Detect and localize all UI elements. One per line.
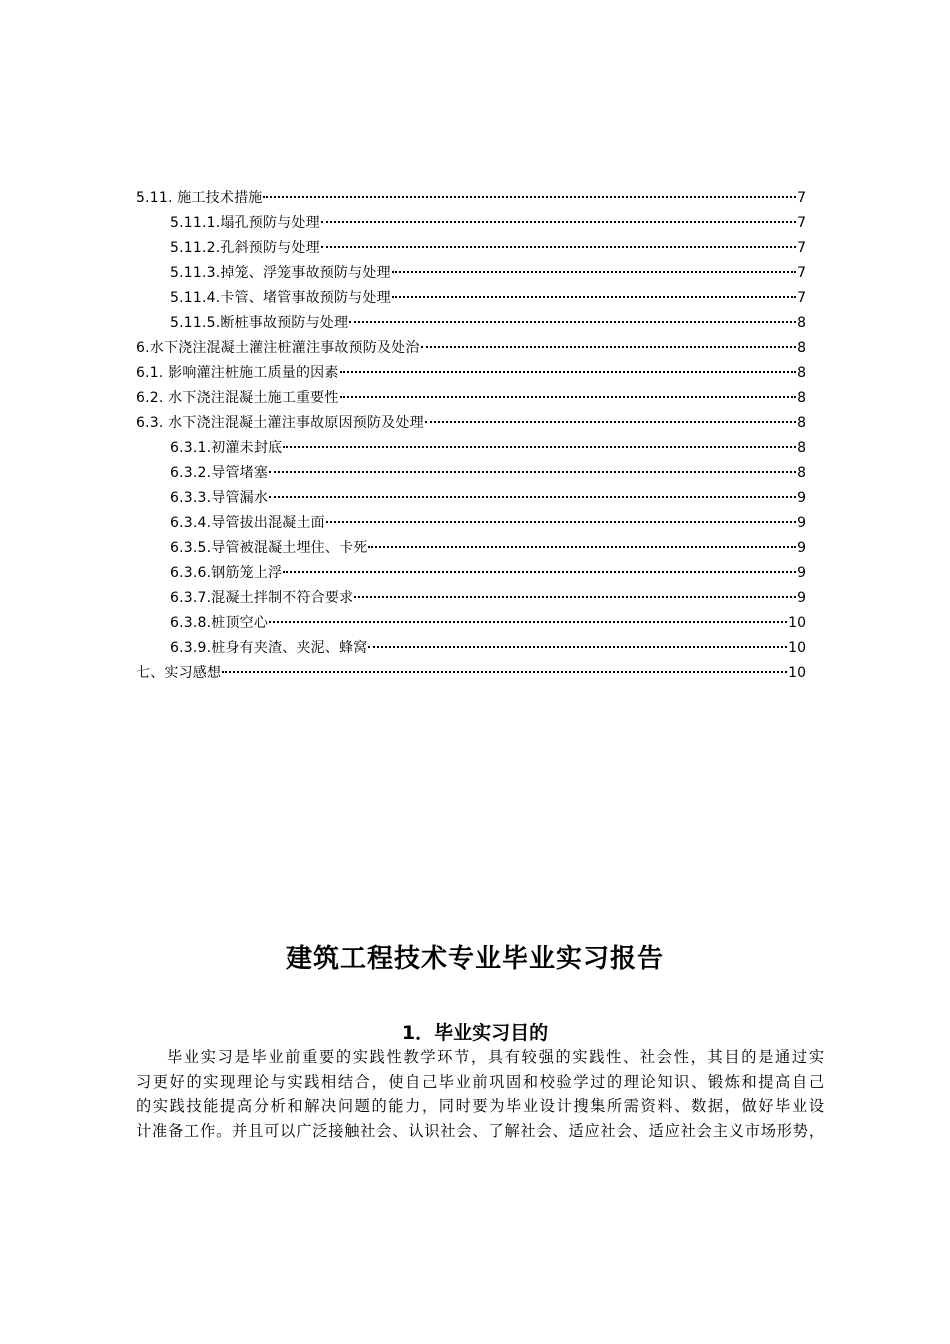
toc-page-number: 8: [797, 315, 806, 331]
toc-entry-title: 6.水下浇注混凝土灌注桩灌注事故预防及处治: [136, 340, 420, 356]
toc-entry-title: 七、实习感想: [136, 665, 222, 681]
toc-entry[interactable]: [136, 488, 806, 513]
toc-entry-title: 5.11.2.孔斜预防与处理: [170, 240, 320, 256]
toc-entry-title: 6.3. 水下浇注混凝土灌注事故原因预防及处理: [136, 415, 424, 431]
toc-entry[interactable]: [136, 263, 806, 288]
toc-entry[interactable]: [136, 513, 806, 538]
toc-page-number: 10: [788, 615, 806, 631]
toc-entry[interactable]: [136, 438, 806, 463]
toc-dot-leader: [392, 261, 796, 273]
paragraph-line: 习更好的实现理论与实践相结合，使自己毕业前巩固和校验学过的理论知识、锻炼和提高自己: [136, 1072, 824, 1091]
toc-page-number: 9: [797, 515, 806, 531]
toc-dot-leader: [321, 211, 796, 223]
toc-entry[interactable]: [136, 463, 806, 488]
toc-page-number: 8: [797, 340, 806, 356]
toc-page-number: 8: [797, 440, 806, 456]
toc-dot-leader: [263, 186, 796, 198]
toc-entry-title: 5.11. 施工技术措施: [136, 190, 263, 206]
toc-entry-title: 5.11.4.卡管、堵管事故预防与处理: [170, 290, 391, 306]
toc-entry[interactable]: [136, 188, 806, 213]
toc-dot-leader: [368, 636, 787, 648]
toc-dot-leader: [283, 436, 796, 448]
toc-entry-title: 6.3.8.桩顶空心: [170, 615, 269, 631]
toc-entry-title: 6.3.9.桩身有夹渣、夹泥、蜂窝: [170, 640, 368, 656]
toc-entry-title: 6.3.7.混凝土拌制不符合要求: [170, 590, 354, 606]
toc-entry[interactable]: [136, 213, 806, 238]
toc-dot-leader: [326, 511, 796, 523]
toc-entry[interactable]: [136, 363, 806, 388]
toc-entry-title: 6.3.2.导管堵塞: [170, 465, 269, 481]
toc-entry[interactable]: [136, 563, 806, 588]
toc-dot-leader: [222, 661, 787, 673]
toc-entry[interactable]: [136, 663, 806, 688]
body-paragraph: [136, 1045, 824, 1143]
toc-entry[interactable]: [136, 538, 806, 563]
toc-entry-title: 6.3.3.导管漏水: [170, 490, 269, 506]
toc-dot-leader: [368, 536, 796, 548]
toc-entry[interactable]: [136, 313, 806, 338]
toc-page-number: 7: [797, 290, 806, 306]
toc-dot-leader: [421, 336, 797, 348]
toc-entry[interactable]: [136, 288, 806, 313]
toc-page-number: 9: [797, 540, 806, 556]
toc-entry-title: 6.3.6.钢筋笼上浮: [170, 565, 283, 581]
toc-page-number: 8: [797, 390, 806, 406]
paragraph-line: 的实践技能提高分析和解决问题的能力，同时要为毕业设计搜集所需资料、数据，做好毕业设: [136, 1097, 824, 1115]
toc-dot-leader: [269, 486, 796, 498]
toc-entry-title: 6.3.5.导管被混凝土埋住、卡死: [170, 540, 368, 556]
toc-page-number: 9: [797, 590, 806, 606]
toc-page-number: 10: [788, 665, 806, 681]
toc-entry-title: 6.3.1.初灌未封底: [170, 440, 283, 456]
toc-entry-title: 6.2. 水下浇注混凝土施工重要性: [136, 390, 339, 406]
toc-page-number: 8: [797, 465, 806, 481]
paragraph-line: 毕业实习是毕业前重要的实践性教学环节，具有较强的实践性、社会性，其目的是通过实: [167, 1048, 824, 1066]
toc-entry[interactable]: [136, 613, 806, 638]
section-heading: 1．毕业实习目的: [401, 1022, 549, 1044]
paragraph-line: 计准备工作。并且可以广泛接触社会、认识社会、了解社会、适应社会、适应社会主义市场形势，: [136, 1121, 824, 1140]
table-of-contents: [136, 188, 806, 688]
toc-dot-leader: [349, 311, 796, 323]
toc-dot-leader: [283, 561, 796, 573]
toc-dot-leader: [340, 386, 797, 398]
toc-page-number: 9: [797, 565, 806, 581]
toc-page-number: 7: [797, 190, 806, 206]
toc-dot-leader: [269, 461, 796, 473]
toc-page-number: 8: [797, 365, 806, 381]
toc-dot-leader: [340, 361, 797, 373]
toc-entry-title: 5.11.3.掉笼、浮笼事故预防与处理: [170, 265, 391, 281]
toc-entry[interactable]: [136, 338, 806, 363]
toc-page-number: 7: [797, 265, 806, 281]
toc-entry-title: 5.11.1.塌孔预防与处理: [170, 215, 320, 231]
toc-page-number: 7: [797, 215, 806, 231]
toc-entry[interactable]: [136, 638, 806, 663]
toc-page-number: 7: [797, 240, 806, 256]
toc-entry[interactable]: [136, 588, 806, 613]
toc-page-number: 9: [797, 490, 806, 506]
toc-dot-leader: [392, 286, 796, 298]
toc-dot-leader: [321, 236, 796, 248]
toc-entry[interactable]: [136, 388, 806, 413]
toc-entry-title: 6.3.4.导管拔出混凝土面: [170, 515, 325, 531]
toc-dot-leader: [354, 586, 796, 598]
report-title: 建筑工程技术专业毕业实习报告: [285, 944, 664, 974]
toc-page-number: 8: [797, 415, 806, 431]
toc-entry[interactable]: [136, 413, 806, 438]
toc-dot-leader: [269, 611, 787, 623]
toc-dot-leader: [425, 411, 796, 423]
toc-page-number: 10: [788, 640, 806, 656]
toc-entry-title: 6.1. 影响灌注桩施工质量的因素: [136, 365, 339, 381]
toc-entry-title: 5.11.5.断桩事故预防与处理: [170, 315, 349, 331]
toc-entry[interactable]: [136, 238, 806, 263]
